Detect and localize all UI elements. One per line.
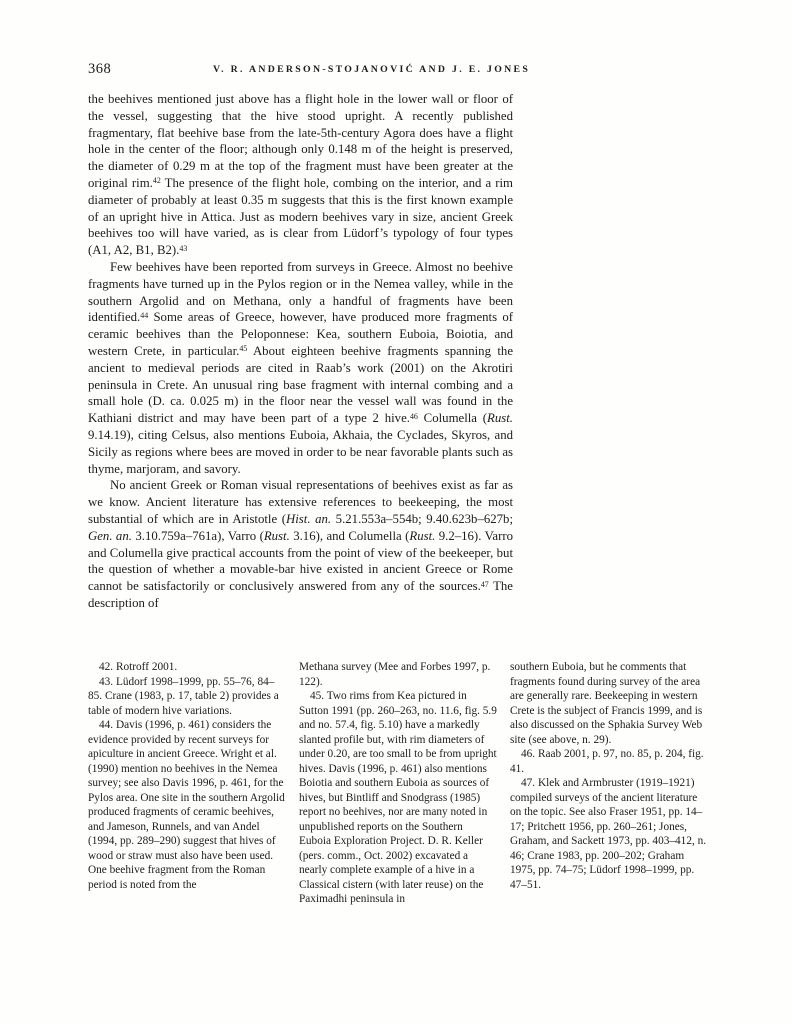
main-text-column (88, 91, 513, 612)
footnote-reference: 45 (239, 344, 248, 354)
italic-text: Hist. an. (286, 511, 332, 526)
italic-text: Rust. (409, 528, 436, 543)
italic-text: Rust. (263, 528, 290, 543)
footnote-paragraph: 46. Raab 2001, p. 97, no. 85, p. 204, fig. 41. (510, 748, 704, 775)
body-paragraph: No ancient Greek or Roman visual representations of beehives exist as far as we know. Ancient literature has extensive references to beekeeping, the most substantial of which are in Aristotle (Hist. an. 5.21.553a–554b; 9.40.623b–627b; Gen. an. 3.10.759a–761a), Varro (Rust. 3.16), and Columella (Rust. 9.2–16). Varro and Columella give practical accounts from the point of view of the beekeeper, but the question of whether a movable-bar hive existed in ancient Greece or Rome cannot be satisfactorily or conclusively answered from any of the sources.$^{47}$ The description of (88, 478, 514, 610)
page-number: 368 (88, 61, 112, 77)
footnote-paragraph: 44. Davis (1996, p. 461) considers the evidence provided by recent surveys for apiculture in ancient Greece. Wright et al. (1990) mention no beehives in the Nemea survey; see also Davis 1996, p. 461, for the Pylos area. One site in the southern Argolid produced fragments of ceramic beehives, and Jameson, Runnels, and van Andel (1994, pp. 289–290) suggest that hives of wood or straw must also have been used. One beehive fragment from the Roman period is noted from the (88, 719, 285, 891)
footnote-paragraph: 47. Klek and Armbruster (1919–1921) compiled surveys of the ancient literature on the topic. See also Fraser 1951, pp. 14–17; Pritchett 1956, pp. 260–261; Jones, Graham, and Sackett 1973, pp. 403–412, n. 46; Crane 1983, pp. 200–202; Graham 1975, pp. 74–75; Lüdorf 1998–1999, pp. 47–51. (510, 777, 707, 891)
footnote-paragraph: Methana survey (Mee and Forbes 1997, p. 122). (299, 661, 491, 688)
running-head: V. R. ANDERSON-STOJANOVIĆ AND J. E. JONES (213, 64, 531, 75)
italic-text: Rust. (487, 411, 513, 426)
footnote-reference: 46 (409, 411, 418, 421)
footnote-reference: 47 (480, 579, 489, 589)
footnote-paragraph: 45. Two rims from Kea pictured in Sutton 1991 (pp. 260–263, no. 11.6, fig. 5.9 and no. 57.4, fig. 5.10) have a markedly slanted profile but, with rim diameters of under 0.20, are too small to be from upright hives. Davis (1996, p. 461) also mentions Boiotia and southern Euboia as sources of hives, but Bintliff and Snodgrass (1985) report no beehives, nor are many noted in unpublished reports on the Southern Euboia Exploration Project. D. R. Keller (pers. comm., Oct. 2002) excavated a nearly complete example of a hive in a Classical cistern (with later reuse) on the Paximadhi peninsula in (299, 690, 497, 905)
body-paragraph: the beehives mentioned just above has a flight hole in the lower wall or floor of the vessel, suggesting that the hive stood upright. A recently published fragmentary, flat beehive base from the late-5th-century Agora does have a flight hole in the center of the floor; although only 0.148 m of the height is preserved, the diameter of 0.29 m at the top of the fragment must have been greater at the original rim.$^{42}$ The presence of the flight hole, combing on the interior, and a rim diameter of probably at least 0.35 m suggests that this is the first known example of an upright hive in Attica. Just as modern beehives vary in size, ancient Greek beehives too will have varied, as is clear from Lüdorf’s typology of four types (A1, A2, B1, B2).$^{43}$ (88, 92, 513, 258)
footnote-paragraph: southern Euboia, but he comments that fragments found during survey of the area are generally rare. Beekeeping in western Crete is the subject of Francis 1999, and is also discussed on the Sphakia Survey Web site (see above, n. 29). (510, 661, 703, 746)
footnote-column-3 (510, 660, 708, 907)
footnotes-section (88, 660, 708, 907)
body-paragraph: Few beehives have been reported from surveys in Greece. Almost no beehive fragments have turned up in the Pylos region or in the Nemea valley, while in the southern Argolid and on Methana, only a handful of fragments have been identified.$^{44}$ Some areas of Greece, however, have produced more fragments of ceramic beehives than the Peloponnese: Kea, southern Euboia, Boiotia, and western Crete, in particular.$^{45}$ About eighteen beehive fragments spanning the ancient to medieval periods are cited in Raab’s work (2001) on the Akrotiri peninsula in Crete. An unusual ring base fragment with internal combing and a small hole (D. ca. 0.025 m) in the floor near the vessel wall was found in the Kathiani district and may have been part of a type 2 hive.$^{46}$ Columella (Rust. 9.14.19), citing Celsus, also mentions Euboia, Akhaia, the Cyclades, Skyros, and Sicily as regions where bees are moved in order to be near favorable plants such as thyme, marjoram, and savory. (88, 259, 513, 476)
footnote-column-2 (299, 660, 497, 907)
footnote-column-1 (88, 660, 286, 907)
footnote-reference: 44 (140, 310, 149, 320)
italic-text: Gen. an. (88, 528, 132, 543)
footnote-reference: 42 (152, 176, 161, 186)
footnote-reference: 43 (179, 243, 188, 253)
footnote-paragraph: 42. Rotroff 2001. (99, 661, 178, 673)
footnote-paragraph: 43. Lüdorf 1998–1999, pp. 55–76, 84–85. Crane (1983, p. 17, table 2) provides a table of modern hive variations. (88, 675, 279, 717)
